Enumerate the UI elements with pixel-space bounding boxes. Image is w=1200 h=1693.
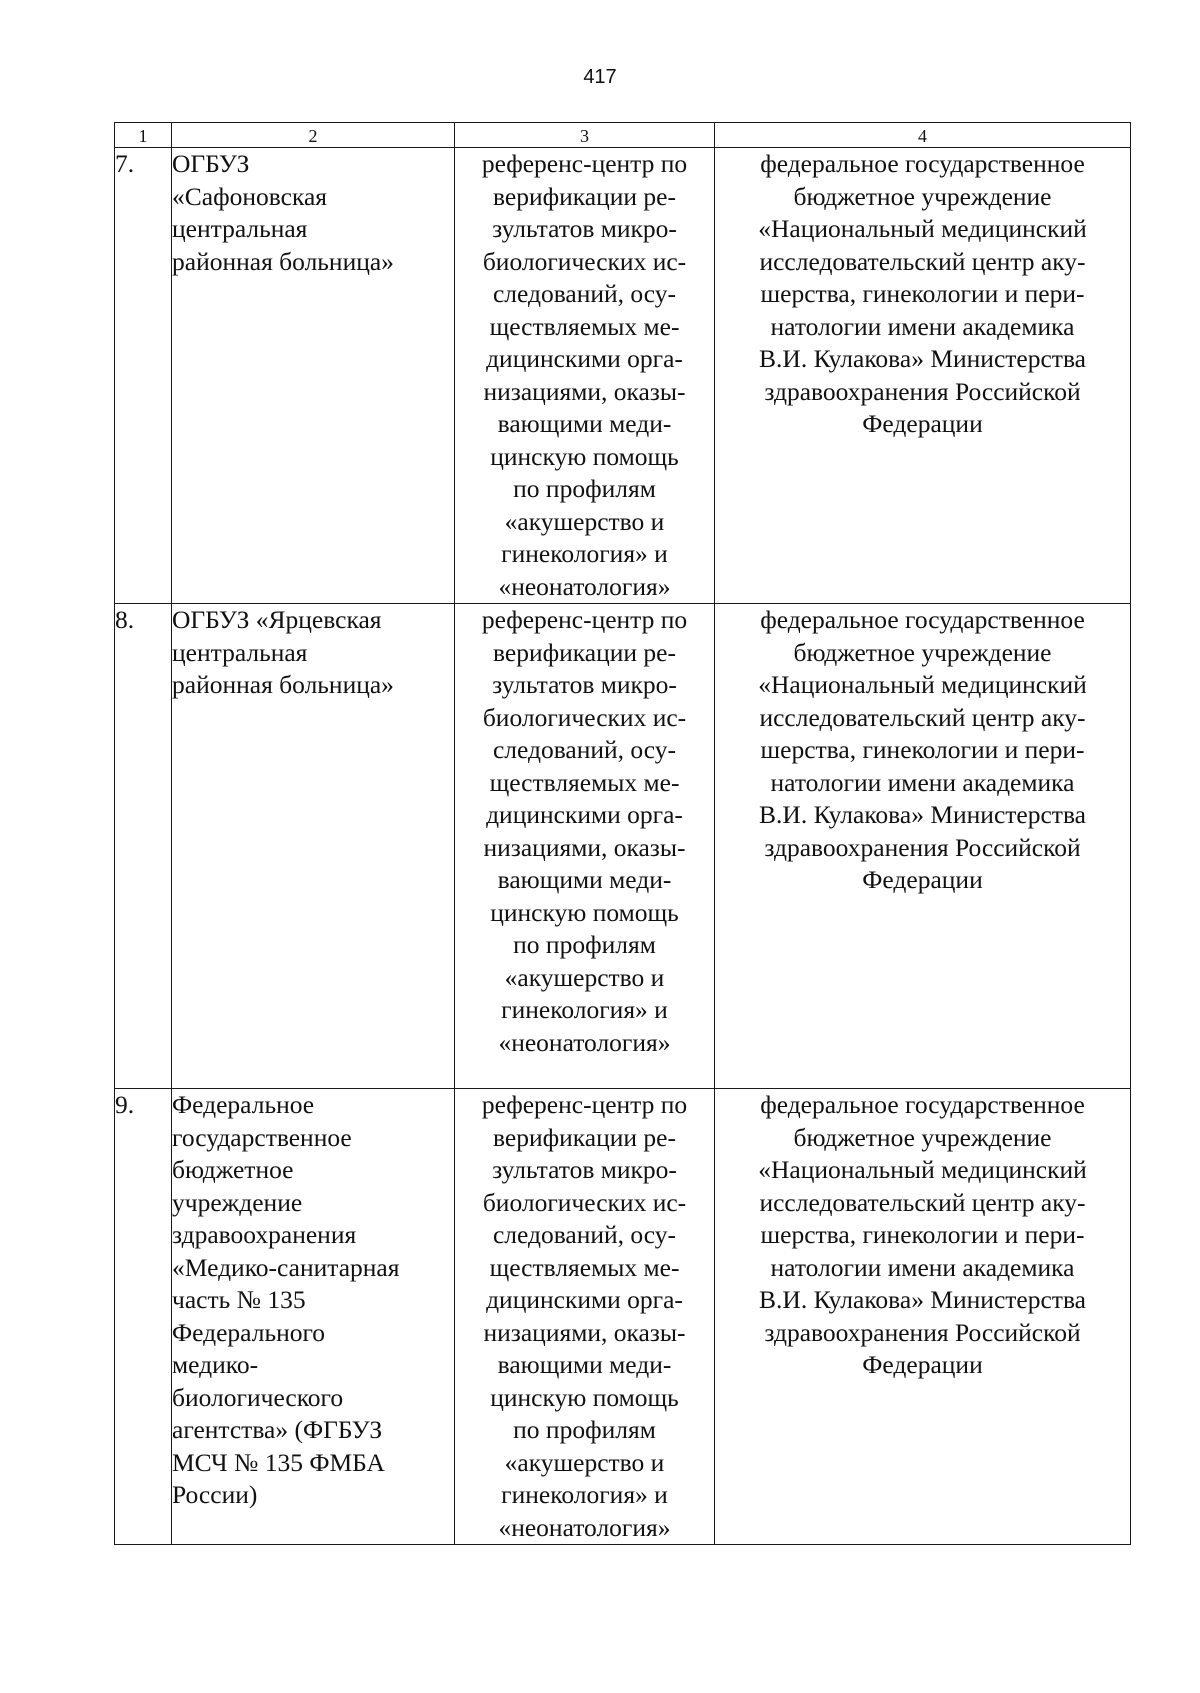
header-col-4: 4 xyxy=(715,123,1131,148)
organization-name: ОГБУЗ «Ярцевская центральная районная больница» xyxy=(172,605,394,699)
row-number-cell xyxy=(115,1089,172,1545)
row-number: 7. xyxy=(115,149,135,178)
function-cell xyxy=(455,1089,715,1545)
organization-cell xyxy=(172,604,455,1089)
center-cell xyxy=(715,148,1131,604)
row-number-cell xyxy=(115,604,172,1089)
row-number: 8. xyxy=(115,605,135,634)
row-number: 9. xyxy=(115,1090,135,1119)
organization-name: ОГБУЗ «Сафоновская центральная районная больница» xyxy=(172,149,394,276)
function-text: референс-центр по верификации ре- зультатов микро- биологических ис- следований, осу- ществляемых ме- дицинскими орга- низациями, оказы- вающими меди- цинскую помощь по профилям «акушерство и гинекология» и «неонатология» xyxy=(481,1090,688,1542)
table-row xyxy=(115,148,1131,604)
center-cell xyxy=(715,1089,1131,1545)
organization-cell xyxy=(172,148,455,604)
table-header-row xyxy=(115,123,1131,148)
header-col-1: 1 xyxy=(115,123,172,148)
table-row xyxy=(115,604,1131,1089)
organization-cell xyxy=(172,1089,455,1545)
center-name: федеральное государственное бюджетное учреждение «Национальный медицинский исследовательский центр аку- шерства, гинекологии и пери- натологии имени академика В.И. Кулакова» Министерства здравоохранения Российской Федерации xyxy=(758,1090,1087,1379)
header-col-2: 2 xyxy=(172,123,455,148)
function-text: референс-центр по верификации ре- зультатов микро- биологических ис- следований, осу- ществляемых ме- дицинскими орга- низациями, оказы- вающими меди- цинскую помощь по профилям «акушерство и гинекология» и «неонатология» xyxy=(481,605,688,1057)
organization-name: Федеральное государственное бюджетное учреждение здравоохранения «Медико-санитарная часть № 135 Федерального медико- биологического агентства» (ФГБУЗ МСЧ № 135 ФМБА России) xyxy=(172,1090,400,1509)
center-cell xyxy=(715,604,1131,1089)
page-number: 417 xyxy=(583,66,617,88)
table-row xyxy=(115,1089,1131,1545)
center-name: федеральное государственное бюджетное учреждение «Национальный медицинский исследовательский центр аку- шерства, гинекологии и пери- натологии имени академика В.И. Кулакова» Министерства здравоохранения Российской Федерации xyxy=(758,149,1087,438)
header-col-3: 3 xyxy=(455,123,715,148)
reference-centers-table xyxy=(114,122,1131,1545)
function-text: референс-центр по верификации ре- зультатов микро- биологических ис- следований, осу- ществляемых ме- дицинскими орга- низациями, оказы- вающими меди- цинскую помощь по профилям «акушерство и гинекология» и «неонатология» xyxy=(481,149,688,601)
function-cell xyxy=(455,604,715,1089)
row-number-cell xyxy=(115,148,172,604)
center-name: федеральное государственное бюджетное учреждение «Национальный медицинский исследовательский центр аку- шерства, гинекологии и пери- натологии имени академика В.И. Кулакова» Министерства здравоохранения Российской Федерации xyxy=(758,605,1087,894)
function-cell xyxy=(455,148,715,604)
